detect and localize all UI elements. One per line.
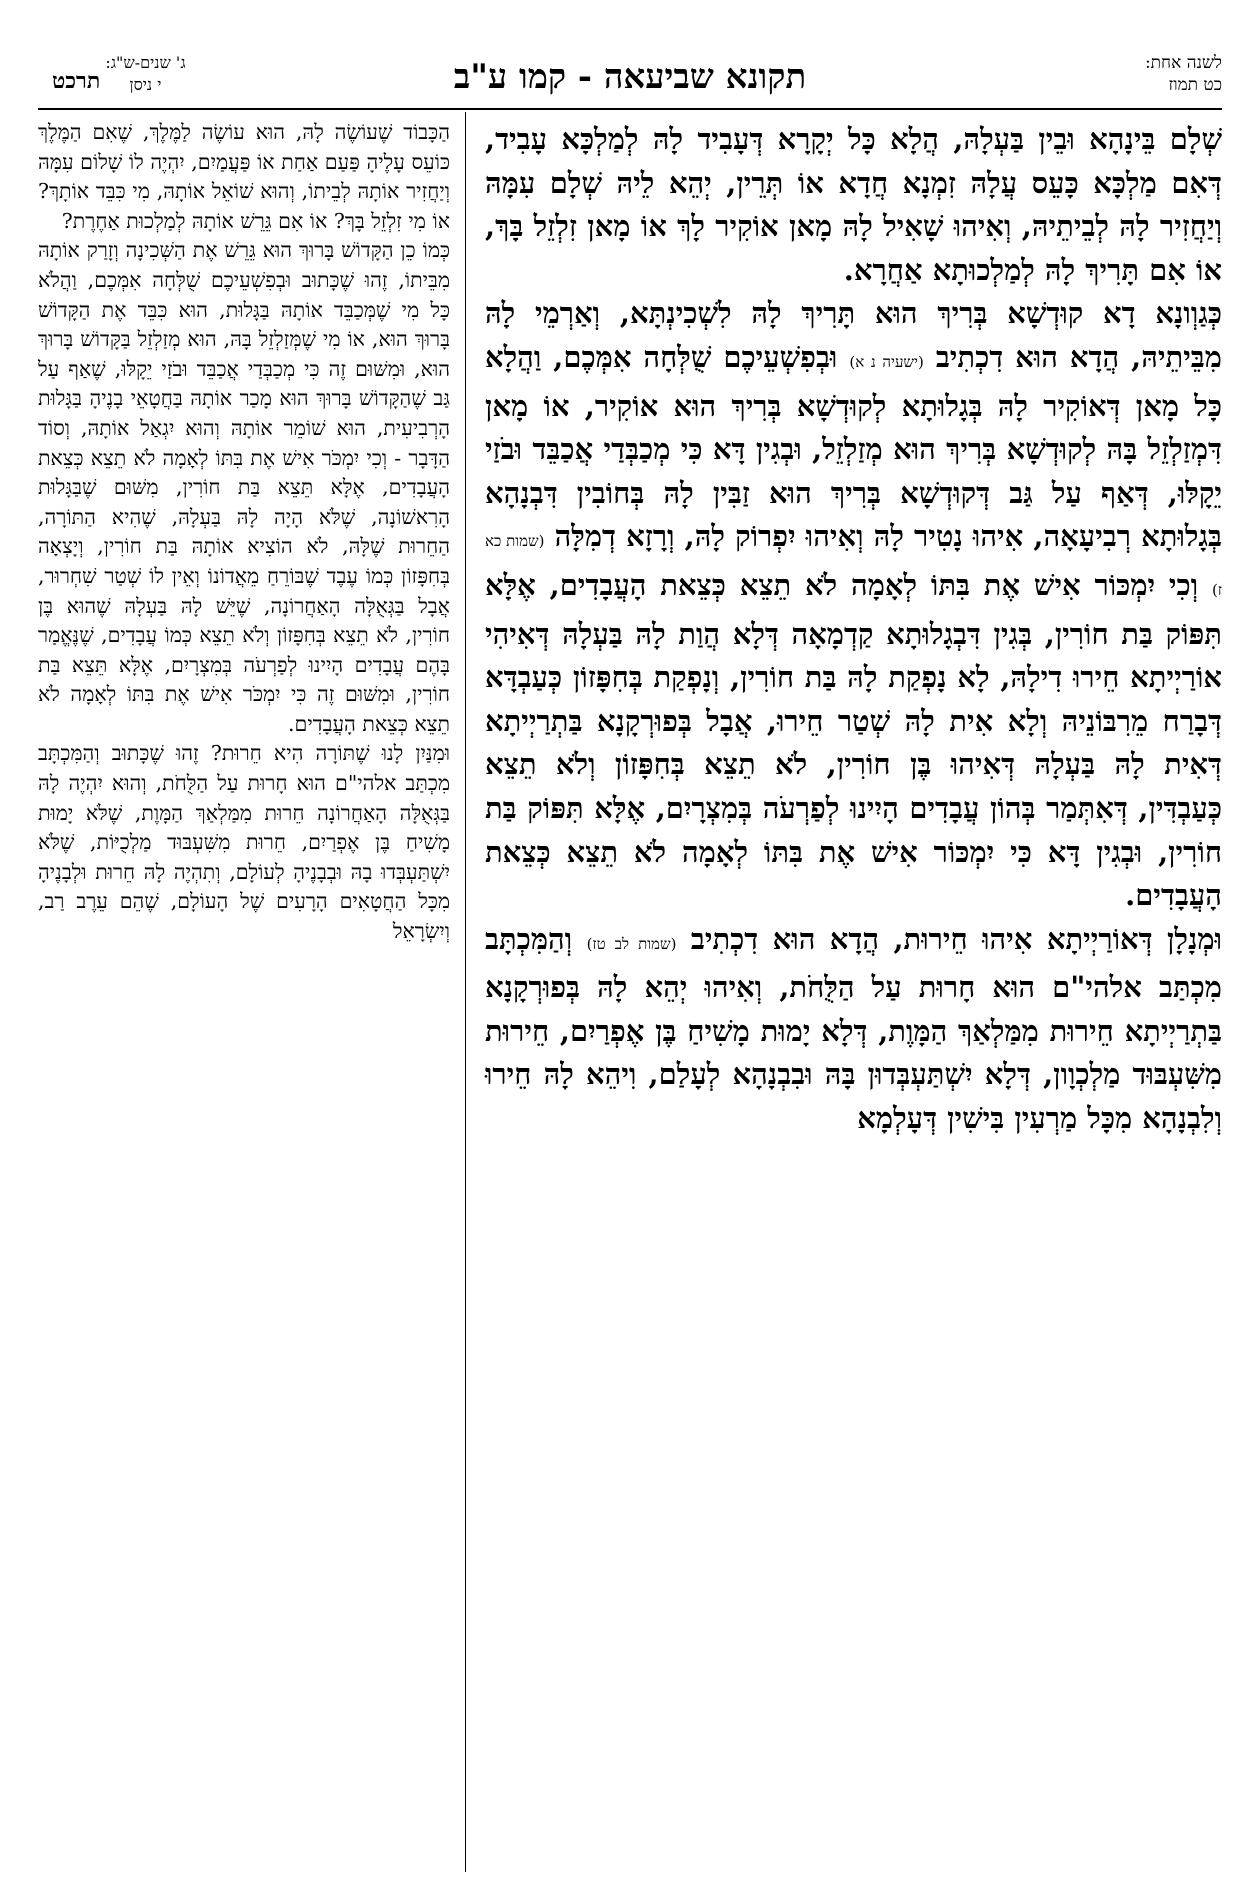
scripture-reference: (שמות לב טז) [586,934,677,953]
column-divider [465,112,466,1872]
main-paragraph-2-part-c: וְכִי יִמְכּוֹר אִישׁ אֶת בִּתּוֹ לְאָמָה לֹא תֵצֵא כְּצֵאת הָעֲבָדִים, אֶלָּא תִּפּוֹק בַּת חוֹרִין, בְּגִין דִּבְגָלוּתָא קַדְמָאָה דְּלָא הֲוַת לָהּ בַּעְלָהּ דְּאִיהִי אוֹרַיְיתָא חֵירוּ דִילָהּ, לָא נָפְקַת לָהּ בַּת חוֹרִין, וְנָפְקַת בְּחִפָּזוֹן כְּעַבְדָּא דְּבָרַח מֵרִבּוֹנֵיהּ וְלָא אִית לָהּ שְׁטַר חֵירוּ, אֲבָל בְּפוּרְקָנָא בַּתְרַיְיתָא דְּאִית לָהּ בַּעְלָהּ דְּאִיהוּ בֶּן חוֹרִין, לֹא תֵצֵא בְּחִפָּזוֹן וְלֹא תֵצֵא כְּעַבְדִּין, דְּאִתְּמַר בְּהוֹן עֲבָדִים הָיִינוּ לְפַרְעֹה בְּמִצְרָיִם, אֶלָּא תִּפּוֹק בַּת חוֹרִין, וּבְגִין דָּא כִּי יִמְכּוֹר אִישׁ אֶת בִּתּוֹ לְאָמָה לֹא תֵצֵא כְּצֵאת הָעֲבָדִים. [485,567,1222,913]
main-paragraph-3-part-b: וְהַמִּכְתָּב מִכְתַּב אלהי"ם הוּא חָרוּת עַל הַלֻּחֹת, וְאִיהוּ יְהֵא לָהּ בְּפוּרְקָנָא בַּתְרַיְיתָא חֵירוּת מִמַּלְאַךְ הַמָּוֶת, דְּלָא יָמוּת מָשִׁיחַ בֶּן אֶפְרַיִם, חֵירוּת מִשִּׁעְבּוּד מַלְכְוָון, דְּלָא יִשְׁתַּעְבְּדוּן בָּהּ וּבִבְנָהָא לְעָלַם, וִיהֵא לָהּ חֵירוּ וְלִבְנָהָא מִכָּל מַרְעִין בִּישִׁין דְּעָלְמָא [485,921,1222,1136]
header-weeks-label: ג' שנים-ש"ג: [105,53,186,72]
scripture-reference: (ישעיה נ א) [849,352,924,371]
header-schedule-three-years [38,52,186,96]
header-rule [38,108,1222,110]
main-text-column [485,118,1222,1141]
header-year-label: לשנה אחת: [1144,53,1222,73]
page-folio: תרכט [52,68,101,94]
main-paragraph-2-part-b: וּבְפִשְׁעֵיכֶם שֻׁלְּחָה אִמְּכֶם, וַהֲלָא כָּל מָאן דְּאוֹקִיר לָהּ בְּגָלוּתָא לְקוּדְשָׁא בְּרִיךְ הוּא אוֹקִיר, אוֹ מָאן דִּמְזַלְזֵל בָּהּ לְקוּדְשָׁא בְּרִיךְ הוּא מְזַלְזֵל, וּבְגִין דָּא כִּי מְכַבְּדַי אֲכַבֵּד וּבֹזַי יֵקָלּוּ, דְּאַף עַל גַּב דְּקוּדְשָׁא בְּרִיךְ הוּא זַבִּין לָהּ בְּחוֹבִין דִּבְנָהָא בְּגָלוּתָא רְבִיעָאָה, אִיהוּ נָטִיר לָהּ וְאִיהוּ יִפְרוֹק לָהּ, וְרָזָא דְמִלָּה [485,339,1222,554]
page-title: תקונא שביעאה - קמו ע"ב [453,57,807,97]
page-header [38,52,1222,114]
translation-paragraph-1: הַכָּבוֹד שֶׁעוֹשֶׂה לָהּ, הוּא עוֹשֶׂה לַמֶּלֶךְ, שֶׁאִם הַמֶּלֶךְ כּוֹעֵס עָלֶיהָ פַּעַם אַחַת אוֹ פַּעֲמַיִם, יִהְיֶה לוֹ שָׁלוֹם עִמָּהּ וְיַחֲזִיר אוֹתָהּ לְבֵיתוֹ, וְהוּא שׁוֹאֵל אוֹתָהּ, מִי כִּבֵּד אוֹתָךְ? אוֹ מִי זִלְזֵל בָּךְ? אוֹ אִם גֵּרֵשׁ אוֹתָהּ לְמַלְכוּת אַחֶרֶת? [38,120,450,233]
main-paragraph-1: שְׁלָם בֵּינָהָא וּבֵין בַּעְלָהּ, הֲלָא כָּל יְקָרָא דְּעָבִיד לָהּ לְמַלְכָּא עָבִיד, דְּאִם מַלְכָּא כָּעֵס עֲלָהּ זִמְנָא חֲדָא אוֹ תְּרֵין, יְהֵא לֵיהּ שְׁלָם עִמָּהּ וְיַחֲזִיר לָהּ לְבֵיתֵיהּ, וְאִיהוּ שָׁאִיל לָהּ מָאן אוֹקִיר לָךְ אוֹ מָאן זִלְזֵל בָּךְ, אוֹ אִם תָּרִיךְ לָהּ לְמַלְכוּתָא אַחֲרָא. [485,122,1222,287]
main-paragraph-2-part-a: כְּגַוְונָא דָא קוּדְשָׁא בְּרִיךְ הוּא תָּרִיךְ לָהּ לִשְׁכִינְתָּא, וְאַרְמֵי לָהּ מִבֵּיתֵיהּ, הֲדָא הוּא דִכְתִיב [485,296,1222,374]
main-paragraph-2 [485,292,1222,917]
translation-paragraph-2: כְּמוֹ כֵן הַקָּדוֹשׁ בָּרוּךְ הוּא גֵּרֵשׁ אֶת הַשְּׁכִינָה וְזָרַק אוֹתָהּ מִבֵּיתוֹ, זֶהוּ שֶׁכָּתוּב וּבְפִשְׁעֵיכֶם שֻׁלְּחָה אִמְּכֶם, וַהֲלֹא כָּל מִי שֶׁמְּכַבֵּד אוֹתָהּ בַּגָּלוּת, הוּא כִּבֵּד אֶת הַקָּדוֹשׁ בָּרוּךְ הוּא, אוֹ מִי שֶׁמְּזַלְזֵל בָּהּ, הוּא מְזַלְזֵל בַּקָּדוֹשׁ בָּרוּךְ הוּא, וּמִשּׁוּם זֶה כִּי מְכַבְּדַי אֲכַבֵּד וּבֹזַי יֵקָלּוּ, שֶׁאַף עַל גַּב שֶׁהַקָּדוֹשׁ בָּרוּךְ הוּא מָכַר אוֹתָהּ בַּחֲטָאֵי בָנֶיהָ בַּגָּלוּת הָרְבִיעִית, הוּא שׁוֹמֵר אוֹתָהּ וְהוּא יִגְאַל אוֹתָהּ, וְסוֹד הַדָּבָר - וְכִי יִמְכֹּר אִישׁ אֶת בִּתּוֹ לְאָמָה לֹא תֵצֵא כְּצֵאת הָעֲבָדִים, אֶלָּא תֵּצֵא בַּת חוֹרִין, מִשּׁוּם שֶׁבַּגָּלוּת הָרִאשׁוֹנָה, שֶׁלֹּא הָיָה לָהּ בַּעְלָהּ, שֶׁהִיא הַתּוֹרָה, הַחֵרוּת שֶׁלָּהּ, לֹא הוֹצִיא אוֹתָהּ בַּת חוֹרִין, וְיָצְאָה בְּחִפָּזוֹן כְּמוֹ עֶבֶד שֶׁבּוֹרֵחַ מֵאֲדוֹנוֹ וְאֵין לוֹ שְׁטַר שִׁחְרוּר, אֲבָל בַּגְּאֻלָּה הָאַחֲרוֹנָה, שֶׁיֵּשׁ לָהּ בַּעְלָהּ שֶׁהוּא בֶּן חוֹרִין, לֹא תֵצֵא בְּחִפָּזוֹן וְלֹא תֵצֵא כְּמוֹ עֲבָדִים, שֶׁנֶּאֱמַר בָּהֶם עֲבָדִים הָיִינוּ לְפַרְעֹה בְּמִצְרָיִם, אֶלָּא תֵּצֵא בַּת חוֹרִין, וּמִשּׁוּם זֶה כִּי יִמְכֹּר אִישׁ אֶת בִּתּוֹ לְאָמָה לֹא תֵצֵא כְּצֵאת הָעֲבָדִים. [38,238,450,736]
translation-paragraph-3: וּמִנַּיִן לָנוּ שֶׁתּוֹרָה הִיא חֵרוּת? זֶהוּ שֶׁכָּתוּב וְהַמִּכְתָּב מִכְתַּב אלהי"ם הוּא חָרוּת עַל הַלֻּחֹת, וְהוּא יִהְיֶה לָהּ בַּגְּאֻלָּה הָאַחֲרוֹנָה חֵרוּת מִמַּלְאַךְ הַמָּוֶת, שֶׁלֹּא יָמוּת מָשִׁיחַ בֶּן אֶפְרַיִם, חֵרוּת מִשִּׁעְבּוּד מַלְכֻיּוֹת, שֶׁלֹּא יִשְׁתַּעְבְּדוּ בָהּ וּבְבָנֶיהָ לְעוֹלָם, וְתִהְיֶה לָהּ חֵרוּת וּלְבָנֶיהָ מִכָּל הַחֲטָאִים הָרָעִים שֶׁל הָעוֹלָם, שֶׁהֵם עֵרֶב רַב, וְיִשְׂרָאֵל [38,741,450,944]
main-paragraph-3 [485,918,1222,1141]
header-schedule-one-year [1145,52,1222,96]
header-weeks-box [105,52,185,96]
scripture-reference: (שמות כא ז) [485,532,1222,599]
header-date-label: כט תמוז [1168,75,1222,95]
main-paragraph-3-part-a: וּמְנָלָן דְּאוֹרַיְיתָא אִיהוּ חֵירוּת, הֲדָא הוּא דִכְתִיב [690,921,1222,956]
header-weeks-date: י ניסן [129,75,162,94]
translation-column [38,118,450,947]
